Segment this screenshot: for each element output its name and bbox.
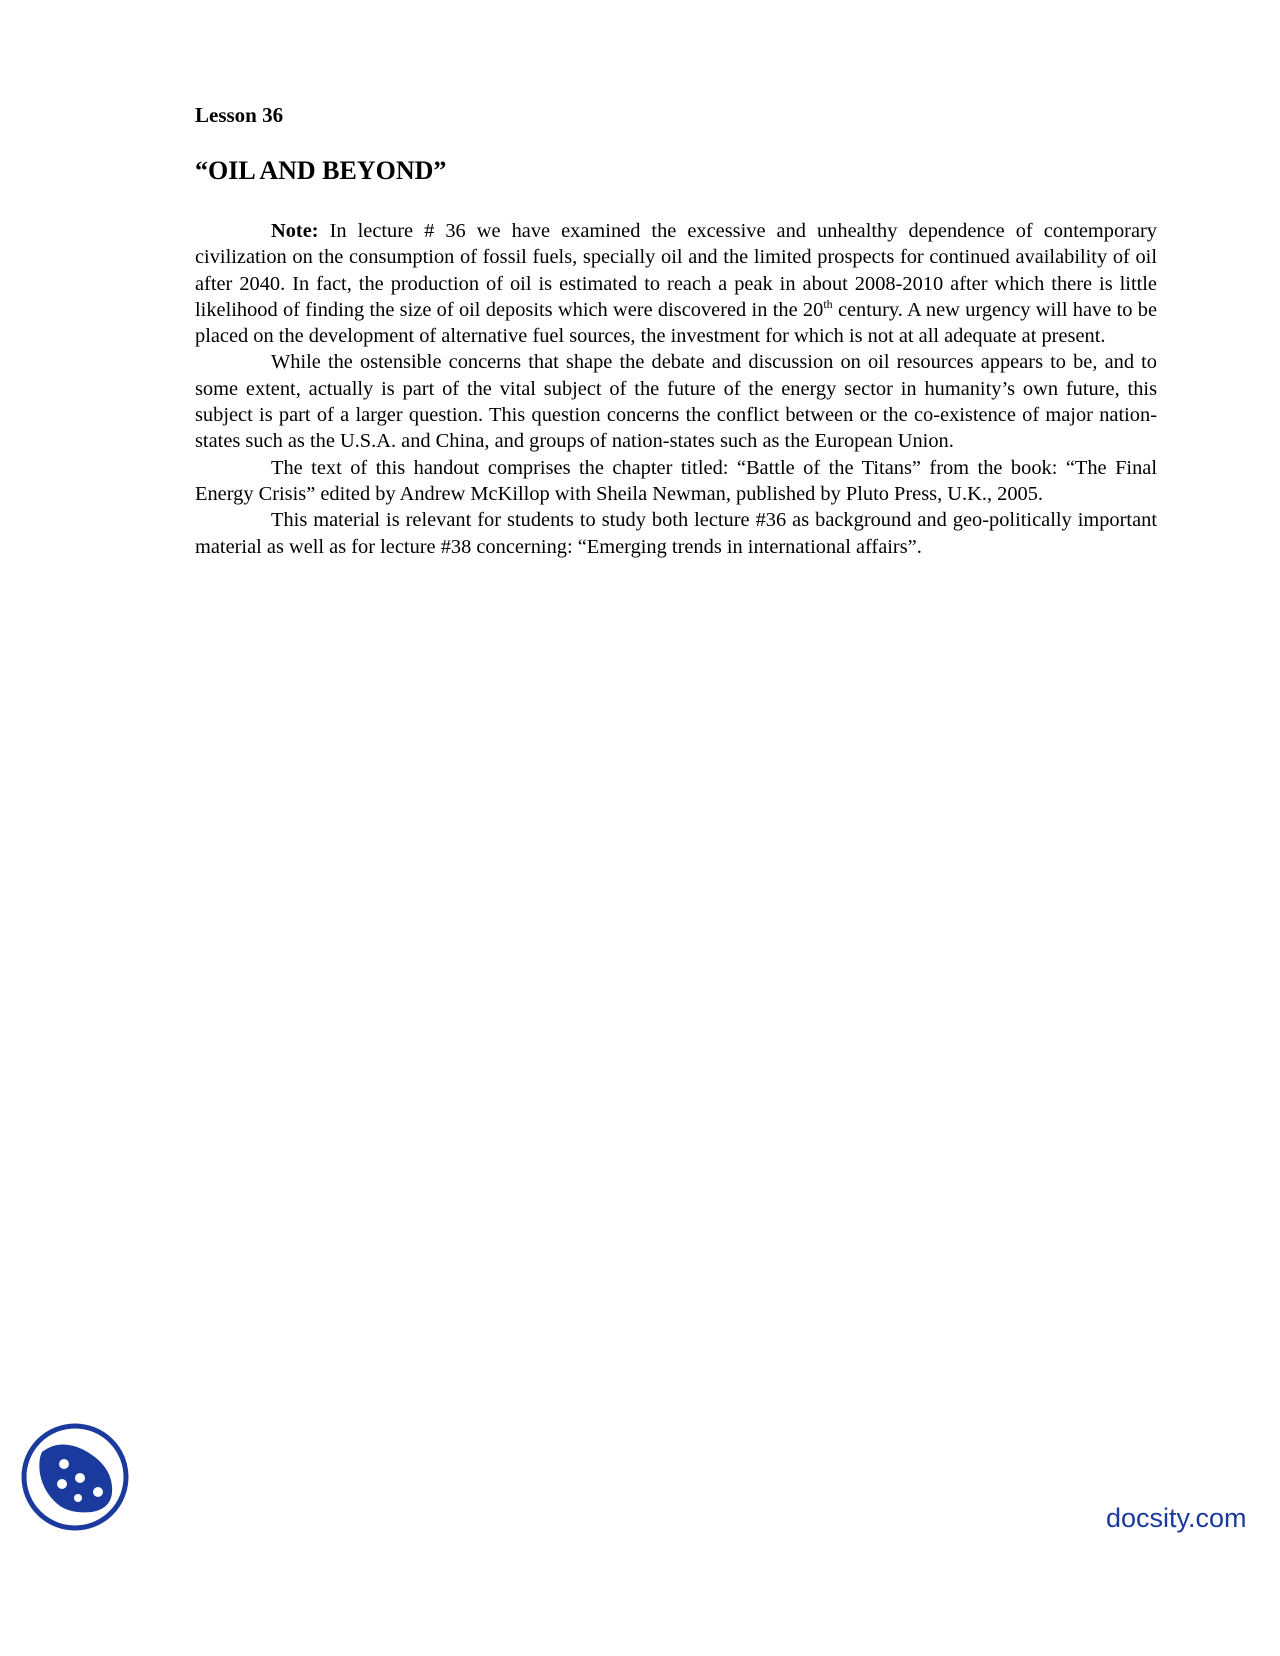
- ordinal-suffix: th: [823, 297, 833, 312]
- page-title: “OIL AND BEYOND”: [195, 156, 447, 185]
- brand-link[interactable]: docsity.com: [1106, 1503, 1247, 1533]
- lesson-label: Lesson 36: [195, 103, 284, 127]
- paragraph-note: [195, 218, 1157, 349]
- body-text: [195, 218, 1157, 560]
- docsity-logo-icon: [20, 1422, 130, 1532]
- paragraph-note-text-b: century. A new urgency will have to be placed on the development of alternative fuel sources, the investment for which is not at all adequate at present.: [195, 298, 1157, 348]
- paragraph-handout-source: The text of this handout comprises the chapter titled: “Battle of the Titans” from the book: “The Final Energy Crisis” edited by Andrew McKillop with Sheila Newman, published by Pluto Press, U.K., 2005.: [195, 456, 1157, 505]
- note-label: Note:: [271, 220, 319, 242]
- paragraph-relevance: This material is relevant for students to study both lecture #36 as background and geo-politically important material as well as for lecture #38 concerning: “Emerging trends in international affairs”.: [195, 509, 1157, 558]
- paragraph-concerns: While the ostensible concerns that shape the debate and discussion on oil resources appears to be, and to some extent, actually is part of the vital subject of the future of the energy sector in humanity’s own future, this subject is part of a larger question. This question concerns the conflict between or the co-existence of major nation-states such as the U.S.A. and China, and groups of nation-states such as the European Union.: [195, 351, 1157, 453]
- paragraph-note-text-a: In lecture # 36 we have examined the excessive and unhealthy dependence of contemporary civilization on the consumption of fossil fuels, specially oil and the limited prospects for continued availability of oil after 2040. In fact, the production of oil is estimated to reach a peak in about 2008-2010 after which there is little likelihood of finding the size of oil deposits which were discovered in the 20: [195, 220, 1157, 321]
